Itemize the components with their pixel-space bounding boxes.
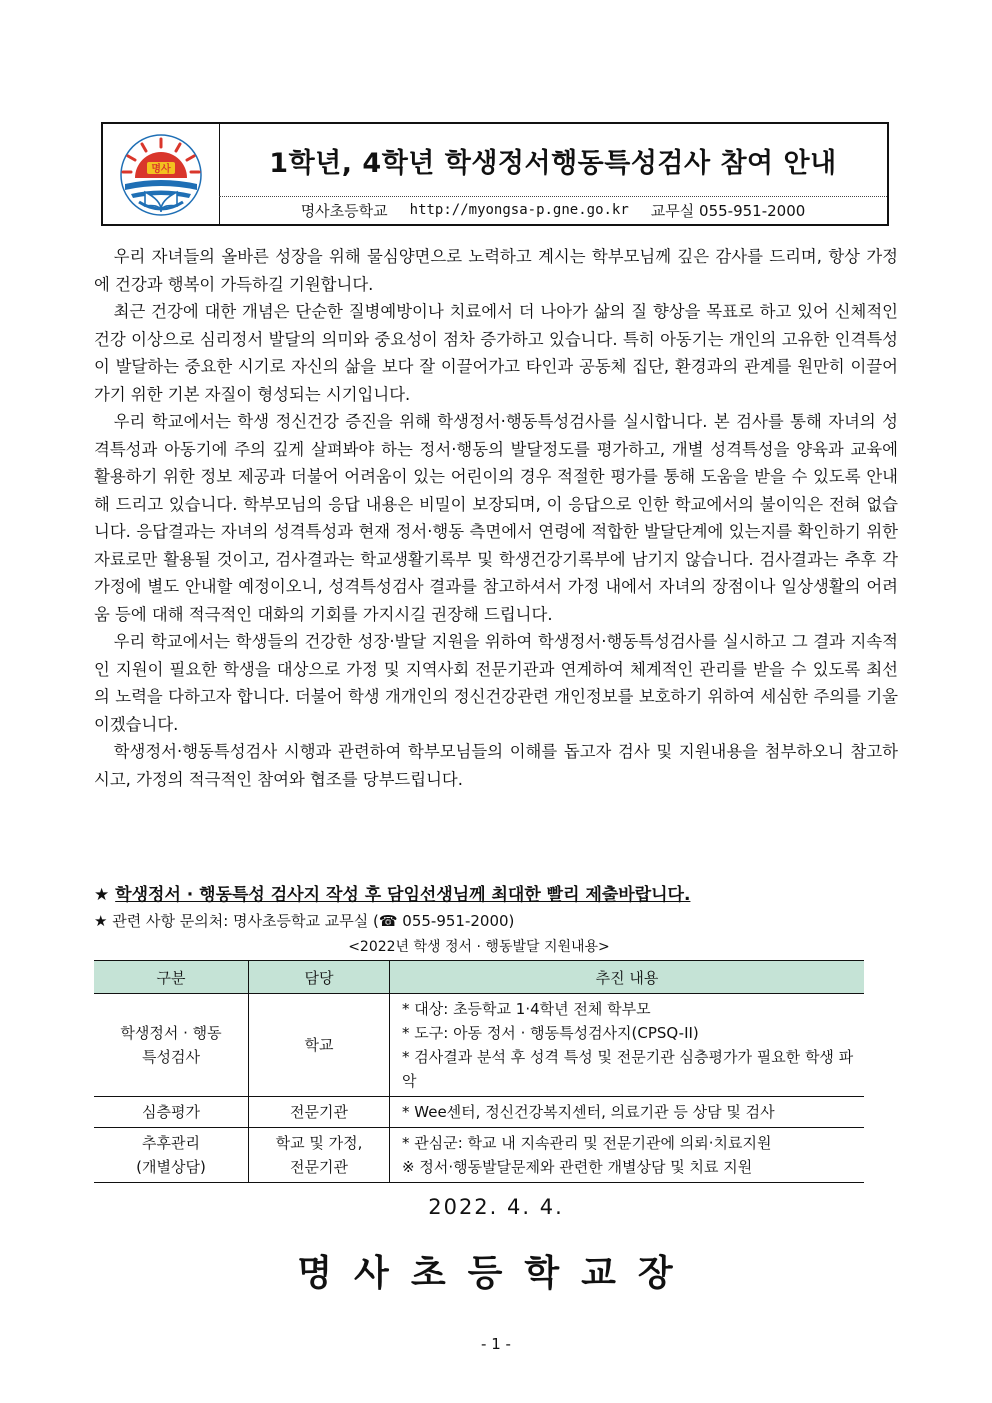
star-icon: ★	[94, 912, 108, 930]
paragraph: 우리 학교에서는 학생 정신건강 증진을 위해 학생정서·행동특성검사를 실시합니다. 본 검사를 통해 자녀의 성격특성과 아동기에 주의 깊게 살펴봐야 하는 정서·행동의 발달정도를 평가하고, 개별 성격특성을 양육과 교육에 활용하기 위한 정보 제공과 더불어 어려움이 있는 어린이의 경우 적절한 평가를 통해 도움을 받을 수 있도록 안내해 드리고 있습니다. 학부모님의 응답 내용은 비밀이 보장되며, 이 응답으로 인한 학교에서의 불이익은 전혀 없습니다. 응답결과는 자녀의 성격특성과 현재 정서·행동 측면에서 연령에 적합한 발달단계에 있는지를 확인하기 위한 자료로만 활용될 것이고, 검사결과는 학교생활기록부 및 학생건강기록부에 남기지 않습니다. 검사결과는 추후 각 가정에 별도 안내할 예정이오니, 성격특성검사 결과를 참고하셔서 가정 내에서 자녀의 장점이나 일상생활의 어려움 등에 대해 적극적인 대화의 기회를 가지시길 권장해 드립니다.	[94, 412, 898, 624]
paragraph: 학생정서·행동특성검사 시행과 관련하여 학부모님들의 이해를 돕고자 검사 및 지원내용을 첨부하오니 참고하시고, 가정의 적극적인 참여와 협조를 당부드립니다.	[94, 742, 898, 789]
school-name: 명사초등학교	[300, 201, 388, 220]
school-contact-line	[219, 196, 887, 224]
school-logo	[117, 134, 205, 216]
category-cell: 심층평가	[94, 1097, 249, 1128]
column-header: 구분	[94, 961, 249, 994]
paragraph: 우리 학교에서는 학생들의 건강한 성장·발달 지원을 위하여 학생정서·행동특성검사를 실시하고 그 결과 지속적인 지원이 필요한 학생을 대상으로 가정 및 지역사회 전문기관과 연계하여 체계적인 관리를 받을 수 있도록 최선의 노력을 다하고자 합니다. 더불어 학생 개개인의 정신건강관련 개인정보를 보호하기 위하여 세심한 주의를 기울이겠습니다.	[94, 632, 898, 734]
phone-icon: ☎	[378, 912, 398, 930]
category-cell: 학생정서 · 행동 특성검사	[94, 994, 249, 1097]
letter-body	[94, 243, 898, 793]
category-cell: 추후관리 (개별상담)	[94, 1128, 249, 1183]
school-url[interactable]: http://myongsa-p.gne.go.kr	[409, 202, 629, 218]
table-row	[94, 994, 864, 1097]
table-caption: <2022년 학생 정서 · 행동발달 지원내용>	[348, 939, 610, 955]
school-phone: 교무실 055-951-2000	[650, 201, 806, 220]
submit-notice	[94, 880, 690, 905]
logo-text: 명사	[151, 164, 171, 175]
content-cell: * 대상: 초등학교 1·4학년 전체 학부모 * 도구: 아동 정서 · 행동특성검사지(CPSQ-II) * 검사결과 분석 후 성격 특성 및 전문기관 심층평가가 필요한 학생 파악	[390, 994, 865, 1097]
owner-cell: 전문기관	[249, 1097, 390, 1128]
star-icon: ★	[94, 885, 110, 905]
page-number: - 1 -	[481, 1335, 511, 1353]
owner-cell: 학교 및 가정, 전문기관	[249, 1128, 390, 1183]
contact-prefix: 관련 사항 문의처: 명사초등학교 교무실 (	[112, 912, 379, 930]
table-row	[94, 1128, 864, 1183]
owner-cell: 학교	[249, 994, 390, 1097]
column-header: 담당	[249, 961, 390, 994]
content-cell: * 관심군: 학교 내 지속관리 및 전문기관에 의뢰·치료지원 ※ 정서·행동발달문제와 관련한 개별상담 및 치료 지원	[390, 1128, 865, 1183]
table-header-row	[94, 961, 864, 994]
support-table	[94, 960, 864, 1183]
contact-notice	[94, 910, 514, 931]
header-box	[101, 122, 889, 226]
principal-signature: 명사초등학교장	[297, 1253, 695, 1294]
table-row	[94, 1097, 864, 1128]
page-title: 1학년, 4학년 학생정서행동특성검사 참여 안내	[219, 124, 887, 197]
content-cell: * Wee센터, 정신건강복지센터, 의료기관 등 상담 및 검사	[390, 1097, 865, 1128]
paragraph: 우리 자녀들의 올바른 성장을 위해 물심양면으로 노력하고 계시는 학부모님께 깊은 감사를 드리며, 항상 가정에 건강과 행복이 가득하길 기원합니다.	[94, 247, 898, 294]
paragraph: 최근 건강에 대한 개념은 단순한 질병예방이나 치료에서 더 나아가 삶의 질 향상을 목표로 하고 있어 신체적인 건강 이상으로 심리정서 발달의 의미와 중요성이 점차 증가하고 있습니다. 특히 아동기는 개인의 고유한 인격특성이 발달하는 중요한 시기로 자신의 삶을 보다 잘 이끌어가고 타인과 공동체 집단, 환경과의 관계를 원만히 이끌어가기 위한 기본 자질이 형성되는 시기입니다.	[94, 302, 898, 404]
letter-date: 2022. 4. 4.	[428, 1195, 564, 1219]
column-header: 추진 내용	[390, 961, 865, 994]
submit-notice-text: 학생정서 · 행동특성 검사지 작성 후 담임선생님께 최대한 빨리 제출바랍니다.	[115, 885, 691, 905]
contact-phone: 055-951-2000)	[397, 912, 515, 930]
school-logo-cell	[103, 124, 220, 224]
